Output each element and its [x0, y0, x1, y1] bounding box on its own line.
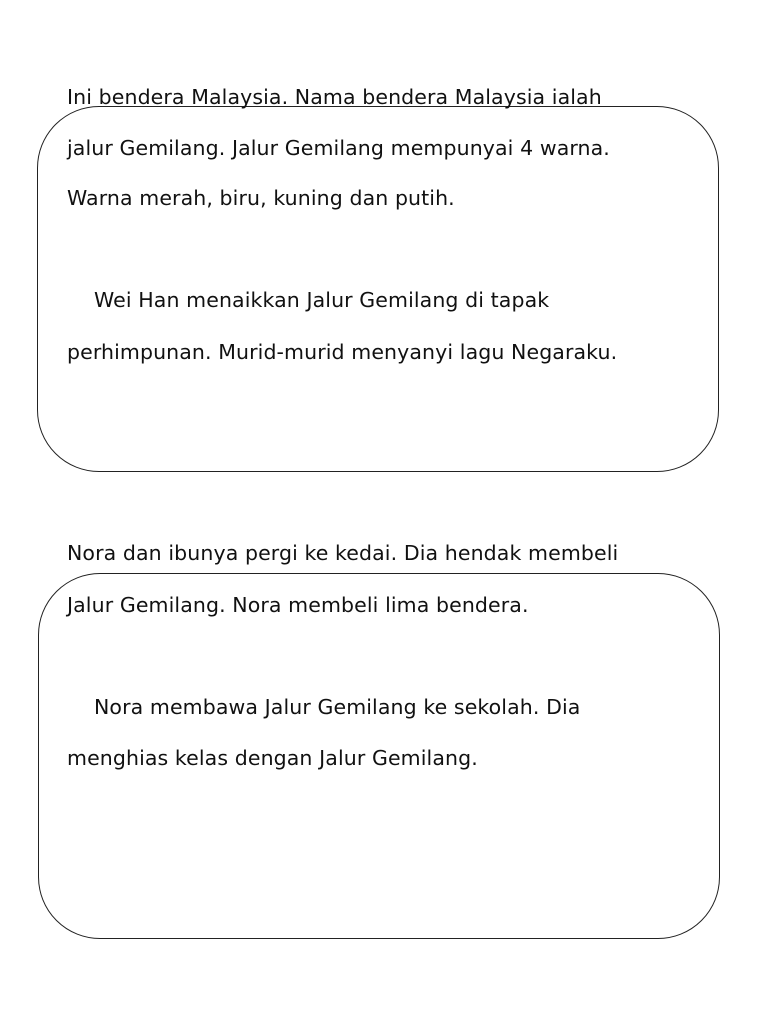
passage-1-line-1: Ini bendera Malaysia. Nama bendera Malaysia ialah [67, 85, 602, 109]
passage-2-line-2: Jalur Gemilang. Nora membeli lima bendera. [67, 593, 529, 617]
passage-2-line-1: Nora dan ibunya pergi ke kedai. Dia hendak membeli [67, 541, 619, 565]
passage-1-line-4: Wei Han menaikkan Jalur Gemilang di tapak [94, 288, 550, 312]
passage-1-line-3: Warna merah, biru, kuning dan putih. [67, 186, 455, 210]
passage-1-line-5: perhimpunan. Murid-murid menyanyi lagu Negaraku. [67, 340, 618, 364]
passage-1-line-2: jalur Gemilang. Jalur Gemilang mempunyai 4 warna. [67, 136, 610, 160]
passage-2-line-3: Nora membawa Jalur Gemilang ke sekolah. Dia [94, 695, 581, 719]
passage-2-line-4: menghias kelas dengan Jalur Gemilang. [67, 746, 478, 770]
